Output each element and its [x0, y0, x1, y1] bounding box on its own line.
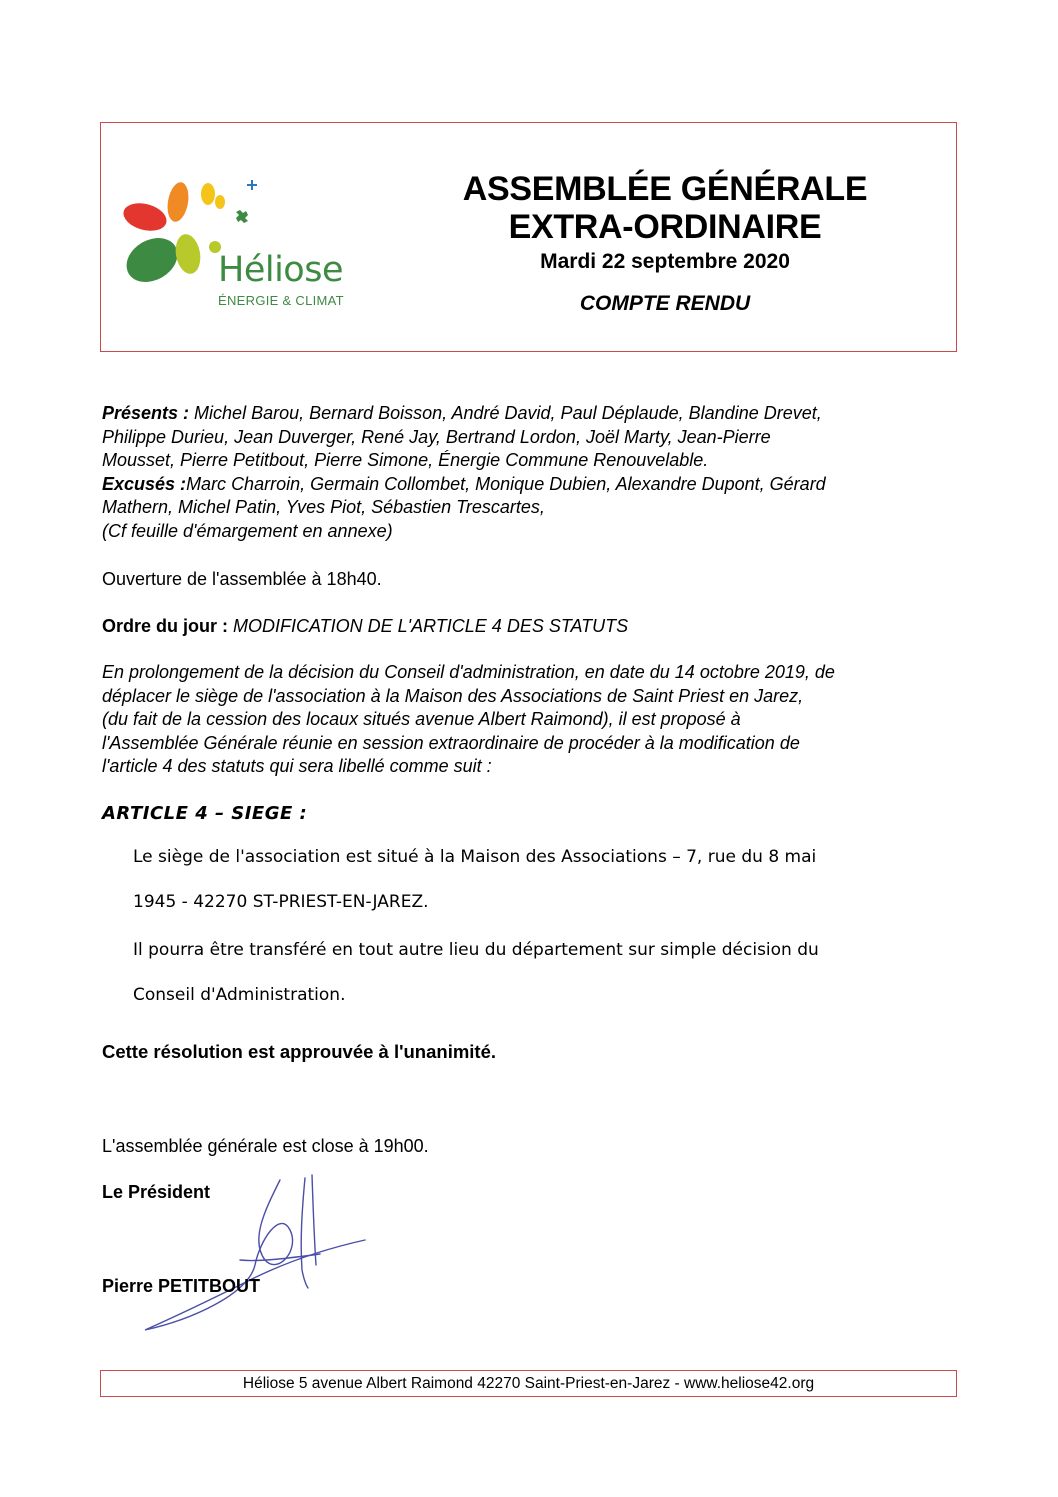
page-title-line1: ASSEMBLÉE GÉNÉRALE [462, 170, 868, 208]
agenda-value: MODIFICATION DE L'ARTICLE 4 DES STATUTS [228, 616, 629, 636]
excuses-label: Excusés : [102, 473, 187, 494]
agenda-line [102, 615, 962, 639]
excuses-names-1: Marc Charroin, Germain Collombet, Monique Dubien, Alexandre Dupont, Gérard [186, 473, 826, 494]
article-line2: 1945 - 42270 ST-PRIEST-EN-JAREZ. [133, 892, 429, 912]
attendance-section [102, 402, 962, 543]
presents-label: Présents : [102, 403, 190, 423]
agenda-label: Ordre du jour : [102, 616, 228, 636]
page-title-line2: EXTRA-ORDINAIRE [508, 208, 822, 246]
meeting-date: Mardi 22 septembre 2020 [540, 250, 790, 273]
proposal-line1: En prolongement de la décision du Conseil d'administration, en date du 14 octobre 2019, de [102, 662, 835, 682]
presents-line2: Philippe Durieu, Jean Duverger, René Jay, Bertrand Lordon, Joël Marty, Jean-Pierre [102, 426, 771, 447]
proposal-line3: (du fait de la cession des locaux situés avenue Albert Raimond), il est proposé à [102, 709, 741, 729]
header-title-block [365, 170, 965, 318]
handwritten-signature [130, 1170, 380, 1345]
article-line4: Conseil d'Administration. [133, 985, 346, 1005]
logo-subtitle: ÉNERGIE & CLIMAT [218, 293, 344, 308]
proposal-line4: l'Assemblée Générale réunie en session extraordinaire de procéder à la modification de [102, 732, 800, 753]
closing-text: L'assemblée générale est close à 19h00. [102, 1136, 429, 1156]
article-title: ARTICLE 4 – SIEGE : [102, 803, 308, 824]
logo-name: Héliose [218, 250, 343, 290]
opening-text: Ouverture de l'assemblée à 18h40. [102, 569, 382, 589]
signature-role: Le Président [102, 1182, 211, 1202]
article-line1: Le siège de l'association est situé à la Maison des Associations – 7, rue du 8 mai [133, 847, 817, 867]
excuses-line2: Mathern, Michel Patin, Yves Piot, Sébastien Trescartes, [102, 497, 545, 517]
article-line3: Il pourra être transféré en tout autre lieu du département sur simple décision du [133, 940, 819, 960]
footer: Héliose 5 avenue Albert Raimond 42270 Saint-Priest-en-Jarez - www.heliose42.org [100, 1370, 957, 1397]
proposal-paragraph [102, 661, 962, 779]
attendance-note: (Cf feuille d'émargement en annexe) [102, 520, 393, 541]
resolution-text: Cette résolution est approuvée à l'unanimité. [102, 1041, 497, 1062]
presents-line3: Mousset, Pierre Petitbout, Pierre Simone, Énergie Commune Renouvelable. [102, 450, 709, 470]
presents-names-1: Michel Barou, Bernard Boisson, André David, Paul Déplaude, Blandine Drevet, [189, 403, 822, 423]
signature-name: Pierre PETITBOUT [102, 1276, 261, 1296]
proposal-line2: déplacer le siège de l'association à la Maison des Associations de Saint Priest en Jarez, [102, 685, 804, 706]
excuses-line1 [102, 473, 962, 497]
document-subtitle: COMPTE RENDU [579, 292, 751, 315]
presents-line1 [102, 402, 962, 426]
proposal-line5: l'article 4 des statuts qui sera libellé comme suit : [102, 756, 492, 776]
heliose-logo-icon [110, 172, 360, 312]
